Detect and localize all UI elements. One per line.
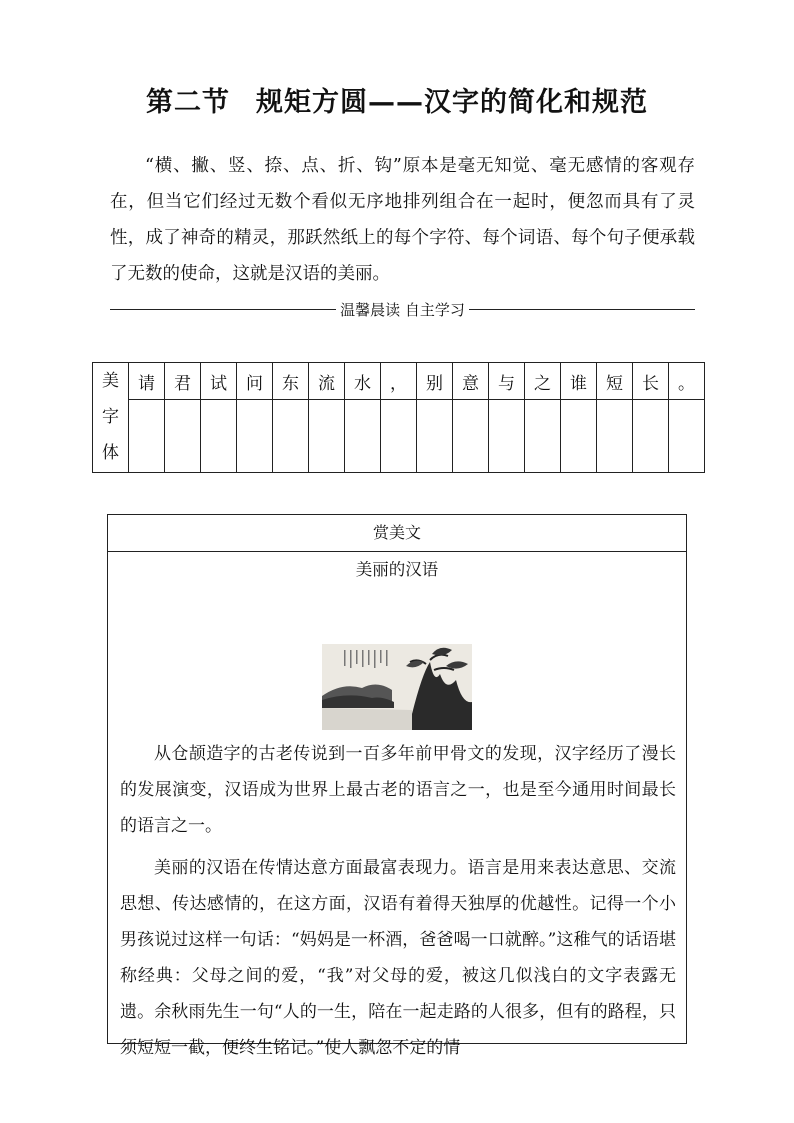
- divider-line-left: [110, 309, 336, 310]
- grid-char: 。: [669, 363, 705, 400]
- grid-char: 试: [201, 363, 237, 400]
- grid-writing-cell[interactable]: [561, 400, 597, 473]
- calligraphy-practice-grid: [92, 362, 705, 473]
- grid-char: 意: [453, 363, 489, 400]
- divider-line-right: [469, 309, 695, 310]
- essay-paragraph: 美丽的汉语在传情达意方面最富表现力。语言是用来表达意思、交流思想、传达感情的，在这方面，汉语有着得天独厚的优越性。记得一个小男孩说过这样一句话：“妈妈是一杯酒，爸爸喝一口就醉。”这稚气的话语堪称经典：父母之间的爱，“我”对父母的爱，被这几似浅白的文字表露无遗。余秋雨先生一句“人的一生，陪在一起走路的人很多，但有的路程，只须短短一截，便终生铭记。”使人飘忽不定的情: [120, 858, 676, 1058]
- grid-char: 东: [273, 363, 309, 400]
- appreciation-box: [107, 514, 687, 1058]
- grid-writing-cell[interactable]: [309, 400, 345, 473]
- grid-char: 之: [525, 363, 561, 400]
- intro-paragraph: “横、撇、竖、捺、点、折、钩”原本是毫无知觉、毫无感情的客观存在，但当它们经过无数个看似无序地排列组合在一起时，便忽而具有了灵性，成了神奇的精灵，那跃然纸上的每个字符、每个词语、每个句子便承载了无数的使命，这就是汉语的美丽。: [110, 156, 695, 284]
- page-title: [0, 80, 794, 119]
- grid-writing-cell[interactable]: [237, 400, 273, 473]
- grid-side-label-text: 美字体: [102, 371, 119, 463]
- grid-writing-cell[interactable]: [597, 400, 633, 473]
- section-number: 第二节: [146, 87, 230, 118]
- grid-writing-cell[interactable]: [417, 400, 453, 473]
- grid-writing-cell[interactable]: [201, 400, 237, 473]
- essay-paragraph: 从仓颉造字的古老传说到一百多年前甲骨文的发现，汉字经历了漫长的发展演变，汉语成为世界上最古老的语言之一，也是至今通用时间最长的语言之一。: [120, 744, 676, 836]
- grid-writing-cell[interactable]: [273, 400, 309, 473]
- essay-title: 美丽的汉语: [355, 560, 439, 579]
- grid-char: 请: [129, 363, 165, 400]
- grid-writing-cell[interactable]: [381, 400, 417, 473]
- grid-char: 长: [633, 363, 669, 400]
- divider-label: 温馨晨读 自主学习: [340, 300, 465, 319]
- grid-writing-cell[interactable]: [525, 400, 561, 473]
- section-heading: 规矩方圆——汉字的简化和规范: [256, 87, 648, 118]
- grid-char: 流: [309, 363, 345, 400]
- essay-body: [108, 736, 686, 1066]
- grid-char: 谁: [561, 363, 597, 400]
- grid-char: 别: [417, 363, 453, 400]
- grid-writing-cell[interactable]: [489, 400, 525, 473]
- grid-writing-cell[interactable]: [129, 400, 165, 473]
- grid-side-label: [93, 363, 129, 473]
- grid-char: 问: [237, 363, 273, 400]
- grid-char: 与: [489, 363, 525, 400]
- section-divider: [110, 297, 695, 321]
- grid-row-characters: [93, 363, 705, 400]
- grid-writing-cell[interactable]: [633, 400, 669, 473]
- grid-char: 水: [345, 363, 381, 400]
- appreciation-header: 赏美文: [108, 515, 686, 552]
- grid-writing-cell[interactable]: [669, 400, 705, 473]
- grid-writing-cell[interactable]: [165, 400, 201, 473]
- grid-writing-cell[interactable]: [453, 400, 489, 473]
- grid-char: 短: [597, 363, 633, 400]
- grid-char: 君: [165, 363, 201, 400]
- landscape-painting-image: [322, 644, 472, 730]
- grid-char: ，: [381, 363, 417, 400]
- grid-writing-cell[interactable]: [345, 400, 381, 473]
